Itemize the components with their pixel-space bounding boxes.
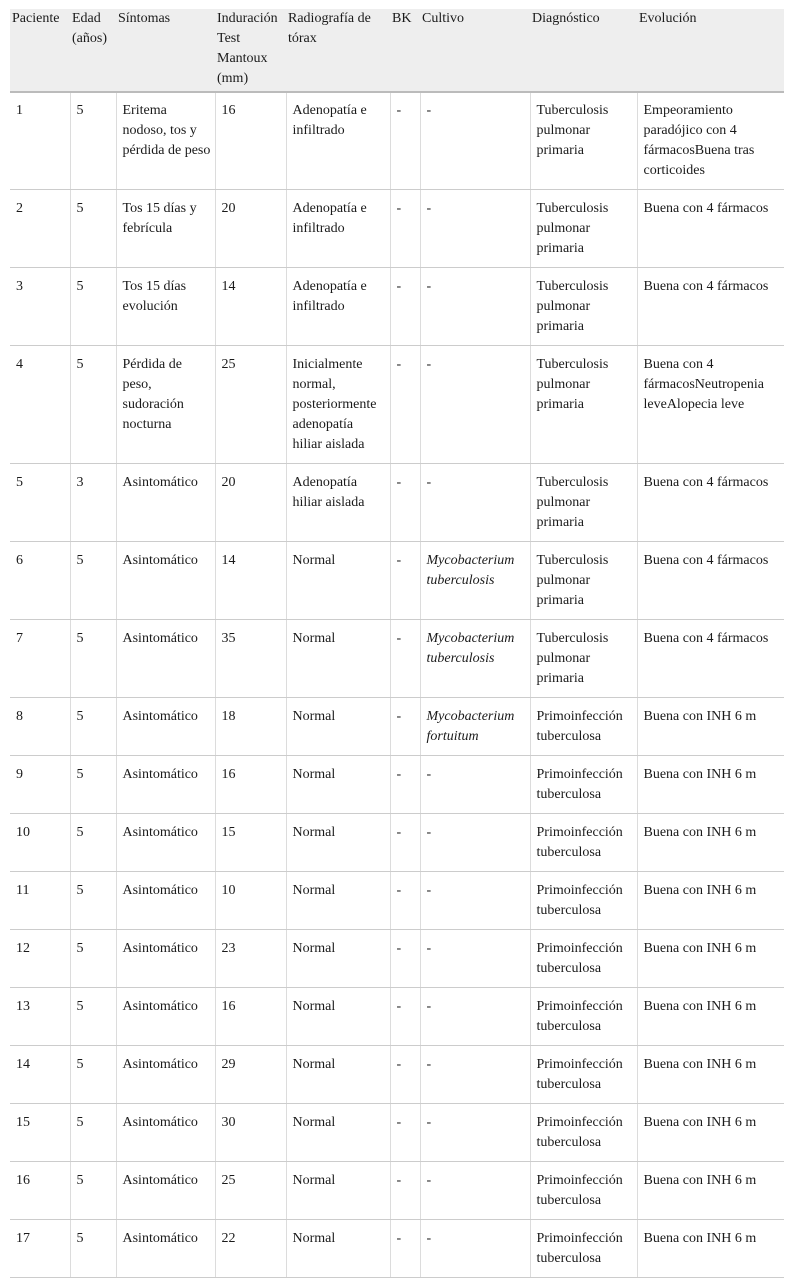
cell-diagnostico: Tuberculosis pulmonar primaria [530, 464, 637, 542]
cell-sintomas: Asintomático [116, 620, 215, 698]
cell-evolucion: Buena con INH 6 m [637, 988, 784, 1046]
table-row [10, 698, 784, 756]
cell-evolucion: Buena con INH 6 m [637, 1220, 784, 1278]
cell-cultivo: - [420, 1220, 530, 1278]
cell-bk: - [390, 620, 420, 698]
cell-evolucion: Buena con 4 fármacos [637, 620, 784, 698]
cell-bk: - [390, 698, 420, 756]
cell-bk: - [390, 268, 420, 346]
cell-induracion: 29 [215, 1046, 286, 1104]
cell-evolucion: Buena con INH 6 m [637, 930, 784, 988]
cell-sintomas: Asintomático [116, 542, 215, 620]
cell-edad: 5 [70, 698, 116, 756]
patients-table [10, 9, 784, 1278]
cell-evolucion: Buena con INH 6 m [637, 698, 784, 756]
cell-diagnostico: Primoinfección tuberculosa [530, 1104, 637, 1162]
table-row [10, 1046, 784, 1104]
cell-cultivo: - [420, 872, 530, 930]
table-row [10, 814, 784, 872]
cell-induracion: 15 [215, 814, 286, 872]
cell-induracion: 16 [215, 756, 286, 814]
cell-bk: - [390, 464, 420, 542]
table-row [10, 1104, 784, 1162]
table-row [10, 1220, 784, 1278]
cell-edad: 5 [70, 1220, 116, 1278]
cell-paciente: 3 [10, 268, 70, 346]
cell-diagnostico: Primoinfección tuberculosa [530, 1046, 637, 1104]
table-row [10, 268, 784, 346]
col-bk: BK [390, 9, 420, 92]
cell-induracion: 20 [215, 190, 286, 268]
cell-sintomas: Asintomático [116, 872, 215, 930]
cell-diagnostico: Primoinfección tuberculosa [530, 988, 637, 1046]
table-row [10, 542, 784, 620]
cell-paciente: 17 [10, 1220, 70, 1278]
cell-evolucion: Buena con INH 6 m [637, 1162, 784, 1220]
cell-bk: - [390, 872, 420, 930]
cell-bk: - [390, 1220, 420, 1278]
col-induracion: Induración Test Mantoux (mm) [215, 9, 286, 92]
cell-induracion: 18 [215, 698, 286, 756]
cell-cultivo: - [420, 268, 530, 346]
col-diagnostico: Diagnóstico [530, 9, 637, 92]
cell-radiografia: Adenopatía e infiltrado [286, 190, 390, 268]
cell-paciente: 10 [10, 814, 70, 872]
cell-induracion: 25 [215, 346, 286, 464]
cell-evolucion: Empeoramiento paradójico con 4 fármacosBuena tras corticoides [637, 92, 784, 190]
cell-cultivo: - [420, 190, 530, 268]
cell-radiografia: Normal [286, 814, 390, 872]
cell-sintomas: Asintomático [116, 698, 215, 756]
cell-edad: 5 [70, 814, 116, 872]
cell-bk: - [390, 988, 420, 1046]
col-edad: Edad (años) [70, 9, 116, 92]
cell-sintomas: Asintomático [116, 1046, 215, 1104]
cell-edad: 5 [70, 346, 116, 464]
cell-paciente: 4 [10, 346, 70, 464]
cell-sintomas: Asintomático [116, 814, 215, 872]
cell-bk: - [390, 756, 420, 814]
cell-diagnostico: Primoinfección tuberculosa [530, 814, 637, 872]
cell-evolucion: Buena con 4 fármacosNeutropenia leveAlopecia leve [637, 346, 784, 464]
cell-paciente: 13 [10, 988, 70, 1046]
cell-cultivo: - [420, 1046, 530, 1104]
cell-evolucion: Buena con INH 6 m [637, 756, 784, 814]
table-row [10, 988, 784, 1046]
cell-edad: 5 [70, 1162, 116, 1220]
cell-diagnostico: Primoinfección tuberculosa [530, 872, 637, 930]
table-row [10, 346, 784, 464]
table-row [10, 464, 784, 542]
cell-edad: 5 [70, 930, 116, 988]
cell-radiografia: Normal [286, 1220, 390, 1278]
cell-radiografia: Normal [286, 756, 390, 814]
cell-radiografia: Normal [286, 1046, 390, 1104]
cell-sintomas: Tos 15 días evolución [116, 268, 215, 346]
cell-induracion: 35 [215, 620, 286, 698]
cell-paciente: 8 [10, 698, 70, 756]
col-paciente: Paciente [10, 9, 70, 92]
cell-induracion: 20 [215, 464, 286, 542]
cell-edad: 5 [70, 190, 116, 268]
table-body [10, 92, 784, 1278]
cell-paciente: 12 [10, 930, 70, 988]
cell-radiografia: Normal [286, 872, 390, 930]
cell-paciente: 2 [10, 190, 70, 268]
cell-sintomas: Asintomático [116, 1162, 215, 1220]
cell-diagnostico: Tuberculosis pulmonar primaria [530, 346, 637, 464]
cell-diagnostico: Tuberculosis pulmonar primaria [530, 190, 637, 268]
cell-induracion: 16 [215, 988, 286, 1046]
cell-radiografia: Adenopatía hiliar aislada [286, 464, 390, 542]
cell-radiografia: Normal [286, 698, 390, 756]
cell-cultivo: - [420, 988, 530, 1046]
table-row [10, 190, 784, 268]
cell-sintomas: Asintomático [116, 756, 215, 814]
table-row [10, 92, 784, 190]
cell-cultivo: Mycobacterium tuberculosis [420, 620, 530, 698]
table-row [10, 930, 784, 988]
cell-induracion: 14 [215, 268, 286, 346]
cell-radiografia: Normal [286, 930, 390, 988]
cell-diagnostico: Tuberculosis pulmonar primaria [530, 92, 637, 190]
cell-sintomas: Asintomático [116, 930, 215, 988]
cell-paciente: 11 [10, 872, 70, 930]
cell-induracion: 14 [215, 542, 286, 620]
cell-cultivo: Mycobacterium tuberculosis [420, 542, 530, 620]
cell-bk: - [390, 1162, 420, 1220]
cell-evolucion: Buena con 4 fármacos [637, 464, 784, 542]
cell-induracion: 25 [215, 1162, 286, 1220]
cell-paciente: 1 [10, 92, 70, 190]
cell-edad: 5 [70, 542, 116, 620]
cell-paciente: 15 [10, 1104, 70, 1162]
col-radiografia: Radiografía de tórax [286, 9, 390, 92]
cell-diagnostico: Tuberculosis pulmonar primaria [530, 620, 637, 698]
cell-cultivo: Mycobacterium fortuitum [420, 698, 530, 756]
cell-bk: - [390, 542, 420, 620]
cell-radiografia: Normal [286, 542, 390, 620]
cell-sintomas: Asintomático [116, 464, 215, 542]
cell-evolucion: Buena con 4 fármacos [637, 542, 784, 620]
cell-induracion: 30 [215, 1104, 286, 1162]
cell-paciente: 6 [10, 542, 70, 620]
cell-diagnostico: Tuberculosis pulmonar primaria [530, 542, 637, 620]
cell-radiografia: Normal [286, 1162, 390, 1220]
col-evolucion: Evolución [637, 9, 784, 92]
cell-paciente: 16 [10, 1162, 70, 1220]
cell-edad: 5 [70, 92, 116, 190]
cell-cultivo: - [420, 1162, 530, 1220]
cell-radiografia: Adenopatía e infiltrado [286, 92, 390, 190]
cell-bk: - [390, 1104, 420, 1162]
cell-diagnostico: Primoinfección tuberculosa [530, 1162, 637, 1220]
cell-paciente: 9 [10, 756, 70, 814]
cell-radiografia: Normal [286, 1104, 390, 1162]
cell-bk: - [390, 930, 420, 988]
cell-diagnostico: Tuberculosis pulmonar primaria [530, 268, 637, 346]
cell-edad: 5 [70, 1046, 116, 1104]
table-row [10, 1162, 784, 1220]
cell-edad: 5 [70, 620, 116, 698]
cell-cultivo: - [420, 464, 530, 542]
cell-evolucion: Buena con INH 6 m [637, 814, 784, 872]
cell-edad: 5 [70, 756, 116, 814]
cell-cultivo: - [420, 756, 530, 814]
cell-radiografia: Normal [286, 620, 390, 698]
cell-radiografia: Inicialmente normal, posteriormente adenopatía hiliar aislada [286, 346, 390, 464]
cell-cultivo: - [420, 930, 530, 988]
cell-bk: - [390, 1046, 420, 1104]
cell-sintomas: Asintomático [116, 1104, 215, 1162]
cell-radiografia: Normal [286, 988, 390, 1046]
table-row [10, 872, 784, 930]
cell-bk: - [390, 92, 420, 190]
table-row [10, 620, 784, 698]
cell-bk: - [390, 190, 420, 268]
cell-edad: 5 [70, 988, 116, 1046]
cell-diagnostico: Primoinfección tuberculosa [530, 698, 637, 756]
cell-induracion: 22 [215, 1220, 286, 1278]
cell-bk: - [390, 814, 420, 872]
cell-edad: 5 [70, 872, 116, 930]
cell-diagnostico: Primoinfección tuberculosa [530, 756, 637, 814]
cell-evolucion: Buena con 4 fármacos [637, 190, 784, 268]
col-sintomas: Síntomas [116, 9, 215, 92]
cell-evolucion: Buena con INH 6 m [637, 1046, 784, 1104]
cell-paciente: 14 [10, 1046, 70, 1104]
col-cultivo: Cultivo [420, 9, 530, 92]
cell-diagnostico: Primoinfección tuberculosa [530, 1220, 637, 1278]
cell-sintomas: Tos 15 días y febrícula [116, 190, 215, 268]
header-row [10, 9, 784, 92]
cell-induracion: 10 [215, 872, 286, 930]
cell-sintomas: Asintomático [116, 988, 215, 1046]
cell-evolucion: Buena con INH 6 m [637, 872, 784, 930]
cell-paciente: 7 [10, 620, 70, 698]
cell-evolucion: Buena con 4 fármacos [637, 268, 784, 346]
cell-sintomas: Pérdida de peso, sudoración nocturna [116, 346, 215, 464]
cell-paciente: 5 [10, 464, 70, 542]
cell-cultivo: - [420, 814, 530, 872]
cell-edad: 3 [70, 464, 116, 542]
cell-bk: - [390, 346, 420, 464]
cell-sintomas: Asintomático [116, 1220, 215, 1278]
table-row [10, 756, 784, 814]
cell-cultivo: - [420, 346, 530, 464]
cell-diagnostico: Primoinfección tuberculosa [530, 930, 637, 988]
cell-edad: 5 [70, 1104, 116, 1162]
cell-cultivo: - [420, 92, 530, 190]
cell-induracion: 16 [215, 92, 286, 190]
cell-induracion: 23 [215, 930, 286, 988]
cell-sintomas: Eritema nodoso, tos y pérdida de peso [116, 92, 215, 190]
cell-evolucion: Buena con INH 6 m [637, 1104, 784, 1162]
cell-cultivo: - [420, 1104, 530, 1162]
cell-edad: 5 [70, 268, 116, 346]
cell-radiografia: Adenopatía e infiltrado [286, 268, 390, 346]
